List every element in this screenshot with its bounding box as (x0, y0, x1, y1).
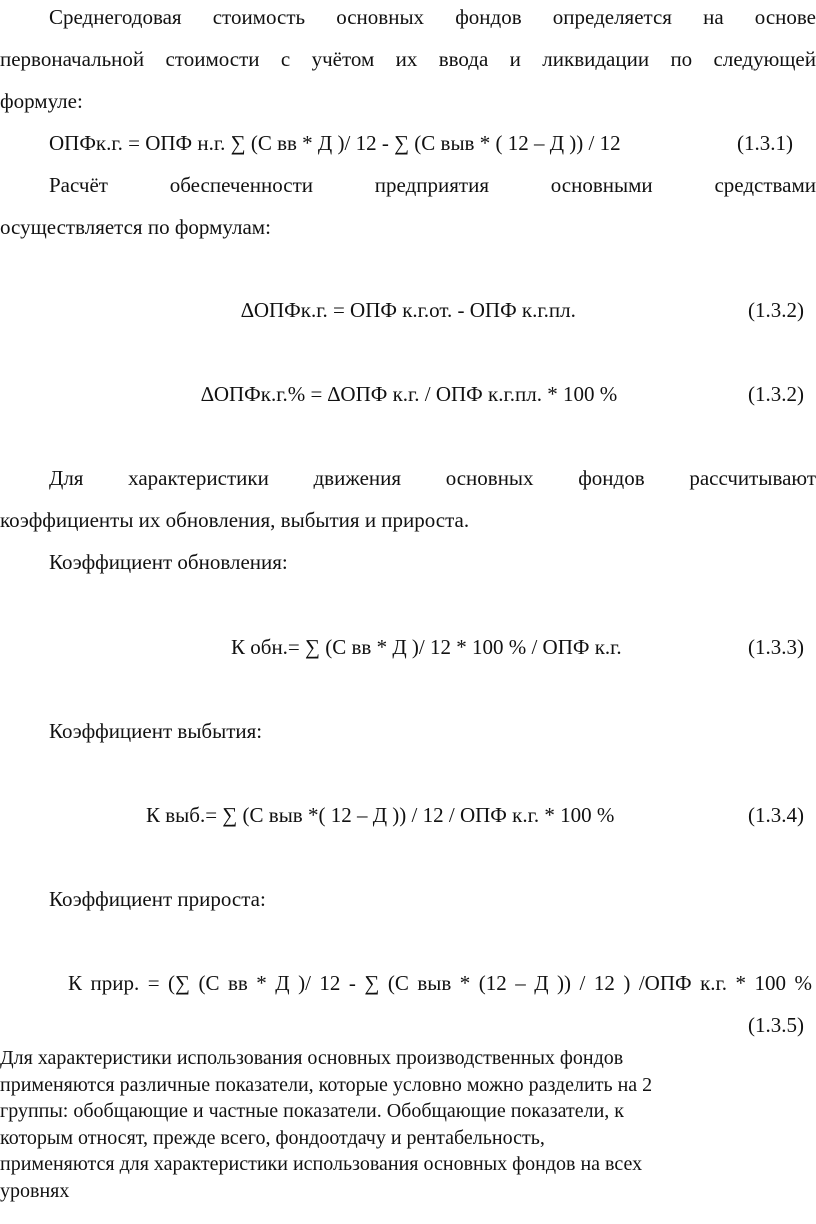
intro-line-1: Среднегодовая стоимость основных фондов определяется на основе (49, 5, 816, 29)
growth-label: Коэффициент прироста: (49, 887, 266, 911)
closing-line-2: применяются различные показатели, которые условно можно разделить на 2 (0, 1073, 653, 1096)
formula-1-3-2-a-number: (1.3.2) (748, 298, 804, 322)
closing-line-1: Для характеристики использования основных производственных фондов (0, 1047, 624, 1069)
movement-line-1: Для характеристики движения основных фондов рассчитывают (49, 466, 816, 490)
growth-number: (1.3.5) (748, 1013, 804, 1037)
formula-1-3-1-number: (1.3.1) (737, 131, 793, 155)
formula-1-3-2-a: ∆ОПФк.г. = ОПФ к.г.от. - ОПФ к.г.пл. (241, 298, 576, 322)
closing-line-4: которым относят, прежде всего, фондоотдачу и рентабельность, (0, 1126, 545, 1149)
retirement-formula: К выб.= ∑ (С выв *( 12 – Д )) / 12 / ОПФ к.г. * 100 % (146, 803, 615, 827)
formula-1-3-2-b-number: (1.3.2) (748, 382, 804, 406)
retirement-label: Коэффициент выбытия: (49, 719, 263, 743)
growth-formula: К прир. = (∑ (С вв * Д )/ 12 - ∑ (С выв * (12 – Д )) / 12 ) /ОПФ к.г. * 100 % (68, 971, 812, 995)
renewal-formula: К обн.= ∑ (С вв * Д )/ 12 * 100 % / ОПФ к.г. (231, 635, 622, 659)
closing-line-5: применяются для характеристики использования основных фондов на всех (0, 1153, 643, 1175)
provision-line-2: осуществляется по формулам: (0, 215, 271, 239)
movement-line-2: коэффициенты их обновления, выбытия и прироста. (0, 508, 470, 532)
renewal-label: Коэффициент обновления: (49, 550, 288, 574)
formula-1-3-2-b: ∆ОПФк.г.% = ∆ОПФ к.г. / ОПФ к.г.пл. * 100 % (201, 382, 618, 406)
closing-line-6: уровнях (0, 1179, 70, 1202)
retirement-number: (1.3.4) (748, 803, 804, 827)
provision-line-1: Расчёт обеспеченности предприятия основными средствами (49, 173, 816, 197)
formula-1-3-1: ОПФк.г. = ОПФ н.г. ∑ (С вв * Д )/ 12 - ∑ (С выв * ( 12 – Д )) / 12 (49, 131, 621, 155)
renewal-number: (1.3.3) (748, 635, 804, 659)
closing-paragraph (0, 1045, 812, 1204)
intro-line-3: формуле: (0, 89, 83, 113)
intro-line-2: первоначальной стоимости с учётом их ввода и ликвидации по следующей (0, 47, 816, 71)
closing-line-3: группы: обобщающие и частные показатели. Обобщающие показатели, к (0, 1100, 624, 1122)
